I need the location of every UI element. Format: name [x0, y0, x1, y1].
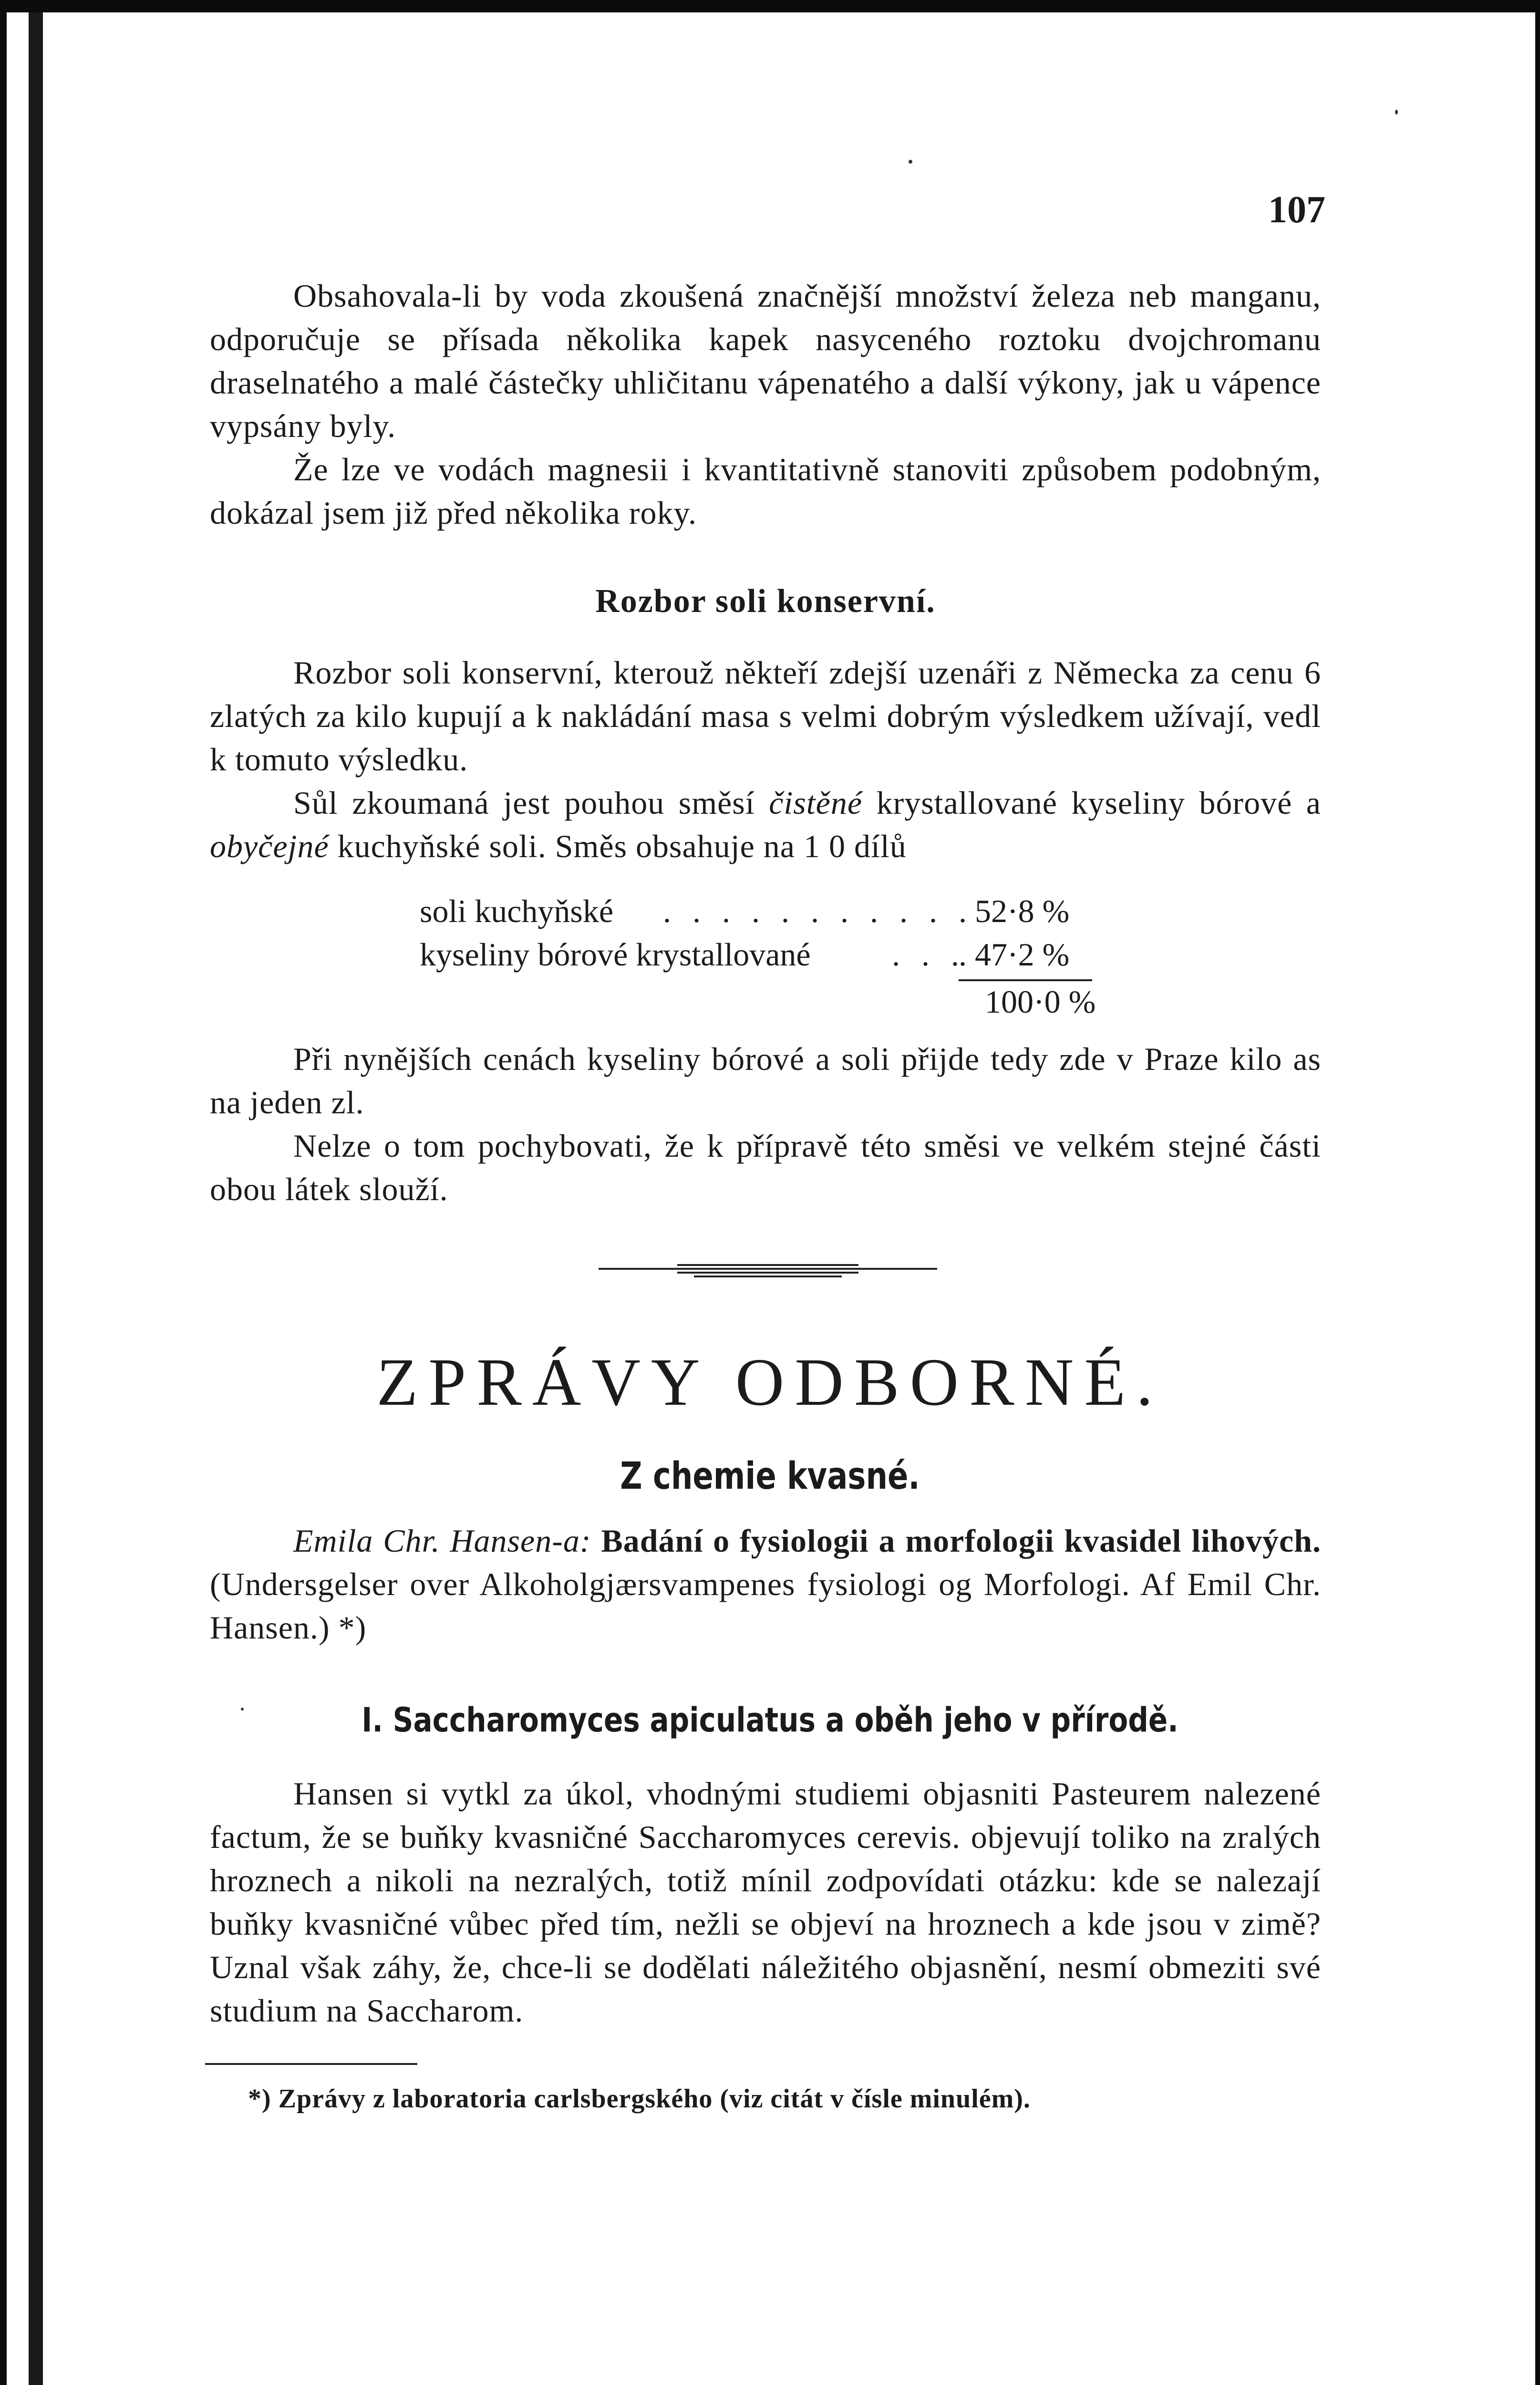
citation-paragraph	[210, 1519, 1321, 1649]
scan-speck	[909, 160, 912, 164]
citation-title: Badání o fysiologii a morfologii kvasidel lihových.	[601, 1523, 1321, 1559]
citation-block	[210, 1519, 1321, 1649]
page-number: 107	[1268, 189, 1325, 231]
salt-paragraph-3: Při nynějších cenách kyseliny bórové a soli přijde tedy zde v Praze kilo as na jeden zl.	[210, 1041, 1321, 1120]
footnote-rule	[205, 2063, 417, 2065]
salt-paragraph-4: Nelze o tom pochybovati, že k přípravě této směsi ve velkém stejné části obou látek slouží.	[210, 1128, 1321, 1207]
salt-paragraph-2: Sůl zkoumaná jest pouhou směsí čistěné krystallované kyseliny bórové a obyčejné kuchyňské soli. Směs obsahuje na 1 0 dílů	[210, 785, 1321, 864]
composition-dots: . . . . . . . . . .	[663, 893, 944, 929]
section-divider-ornament	[599, 1264, 937, 1278]
intro-paragraph-2: Že lze ve vodách magnesii i kvantitativně stanoviti způsobem podobným, dokázal jsem již před několika roky.	[210, 451, 1321, 531]
subsection-title: Z chemie kvasné.	[620, 1455, 920, 1498]
article-body-paragraph: Hansen si vytkl za úkol, vhodnými studiemi objasniti Pasteurem nalezené factum, že se buňky kvasničné Saccharomyces cerevis. objevují toliko na zralých hroznech a nikoli na nezralých, totiž mínil zodpovídati otázku: kde se nalezají buňky kvasničné vůbec před tím, nežli se objeví na hroznech a kde jsou v zimě? Uznal však záhy, že, chce-li se dodělati náležitého objasnění, nesmí obmeziti své studium na Saccharom.	[210, 1775, 1321, 2029]
composition-name: soli kuchyňské	[420, 893, 614, 929]
composition-name: kyseliny bórové krystallované	[420, 936, 811, 973]
citation-rest: (Undersgelser over Alkoholgjærsvampenes fysiologi og Morfologi. Af Emil Chr. Hansen.) *)	[210, 1566, 1321, 1646]
composition-value: . 52·8 %	[959, 893, 1070, 929]
italic-cistene: čistěné	[769, 785, 863, 821]
scan-speck	[1395, 110, 1398, 114]
section-title: ZPRÁVY ODBORNÉ.	[376, 1344, 1164, 1420]
composition-value: . 47·2 %	[959, 936, 1070, 973]
salt-paragraph-1: Rozbor soli konservní, kterouž někteří zdejší uzenáři z Německa za cenu 6 zlatých za kilo kupují a k nakládání masa s velmi dobrým výsledkem užívají, vedl k tomuto výsledku.	[210, 654, 1321, 778]
italic-obycejne: obyčejné	[210, 828, 329, 864]
salt-analysis-heading: Rozbor soli konservní.	[595, 583, 936, 620]
composition-total: 100·0 %	[985, 984, 1096, 1020]
salt-conclusion-block	[210, 1037, 1321, 1211]
scan-speck	[241, 1708, 244, 1711]
composition-dots: . . .	[892, 936, 966, 973]
salt-heading-block	[210, 580, 1321, 623]
article-body-block	[210, 1772, 1321, 2032]
footnote: *) Zprávy z laboratoria carlsbergského (viz citát v čísle minulém).	[248, 2084, 1031, 2114]
page-edge-shadow	[29, 12, 43, 2385]
intro-paragraph-1: Obsahovala-li by voda zkoušená značnější množství železa neb manganu, odporučuje se přísada několika kapek nasyceného roztoku dvojchromanu draselnatého a malé částečky uhličitanu vápenatého a další výkony, jak u vápence vypsány byly.	[210, 278, 1321, 444]
salt-analysis-block	[210, 651, 1321, 868]
intro-block	[210, 274, 1321, 535]
article-section-heading: I. Saccharomyces apiculatus a oběh jeho v přírodě.	[362, 1701, 1178, 1740]
citation-author: Emila Chr. Hansen-a:	[293, 1523, 591, 1559]
